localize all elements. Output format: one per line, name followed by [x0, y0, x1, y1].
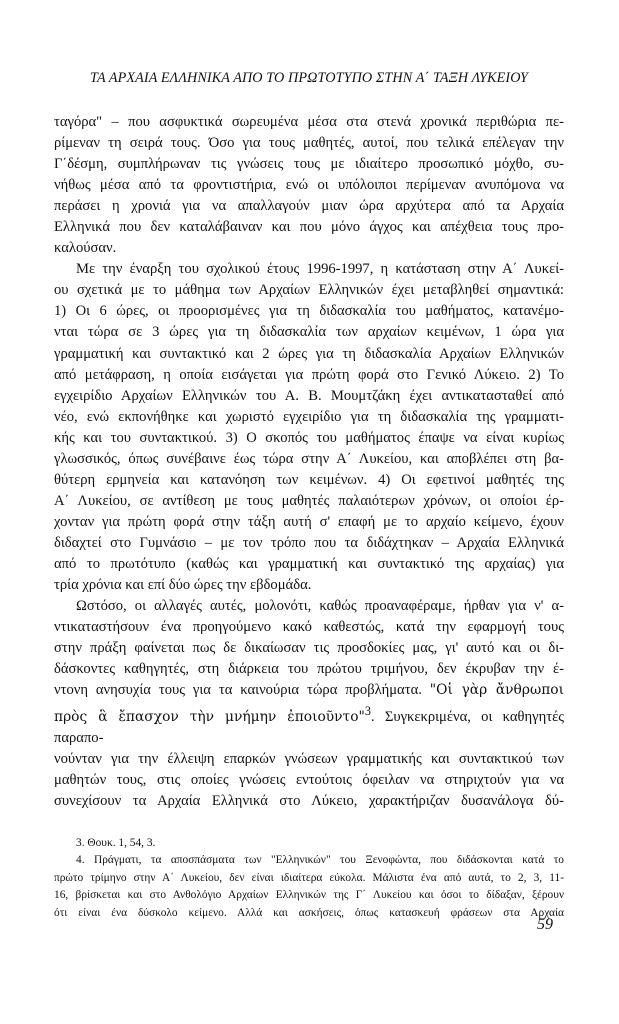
text-line: τρία χρόνια και επί δύο ώρες την εβδομάδα.: [54, 577, 312, 594]
text-line: [54, 701, 564, 749]
text-line: θύτερη ερμηνεία και κατανόηση των κειμένων. 4) Οι εφετινοί μαθητές της: [54, 471, 564, 488]
footnote-line: 16, βρίσκεται και στο Ανθολόγιο Αρχαίων Ελληνικών της Γ΄ Λυκείου και όσοι το δίδαξαν, ξέρουν: [54, 889, 564, 902]
text-line: [54, 680, 564, 701]
text-segment: ντονη ανησυχία τους για τα καινούρια τώρα προβλήματα.: [54, 682, 422, 699]
text-line: Γ΄δέσμη, συμπλήρωναν τις γνώσεις τους με ιδιαίτερο προσωπικό μόχθο, συ-: [54, 156, 564, 173]
text-line: 1) Οι 6 ώρες, οι προορισμένες για τη διδασκαλία του μαθήματος, κατανέμο-: [54, 303, 564, 320]
text-line: μαθητών τους, στις οποίες γνώσεις εντούτοις όφειλαν να στηριχτούν για να: [54, 772, 564, 789]
body-text: [54, 112, 564, 812]
footnote-line: ότι είναι ένα δύσκολο κείμενο. Αλλά και ασκήσεις, όπως κατασκευή φράσεων στα Αρχαία: [54, 906, 564, 919]
text-line: νται τώρα σε 3 ώρες για τη διδασκαλία των αρχαίων κειμένων, 1 ώρα για: [54, 324, 564, 341]
text-line: ου σχετικά με το μάθημα των Αρχαίων Ελληνικών έχει μεταβληθεί σημαντικά:: [54, 282, 564, 299]
text-line: ρίμεναν τη σειρά τους. Όσο για τους μαθητές, αυτοί, που τελικά επέλεγαν την: [54, 135, 564, 152]
text-segment: . Συγκεκριμένα, οι καθηγητές παραπο-: [54, 709, 564, 747]
text-line: στην πράξη φαίνεται πως δε δικαίωσαν τις προσδοκίες μας, γι' αυτό και οι δι-: [54, 640, 564, 657]
text-line: χονταν για πρώτη φορά στην τάξη αυτή σ' επαφή με το αρχαίο κείμενο, έχουν: [54, 513, 564, 530]
text-line: δάσκοντες καθηγητές, στη διάρκεια του πρώτου τριμήνου, δεν έκρυβαν την έ-: [54, 661, 564, 678]
footnote-line: 4. Πράγματι, τα αποσπάσματα των "Ελληνικών" του Ξενοφώντα, που διδάσκονται κατά το: [76, 854, 564, 867]
text-line: ντικαταστήσουν ένα προηγούμενο κακό καθεστώς, κατά την εφαρμογή τους: [54, 619, 564, 636]
ancient-greek-quote: "Οἱ γὰρ ἄνθρωποι: [429, 682, 564, 699]
text-line: γραμματική και συντακτικό και 2 ώρες για τη διδασκαλία Αρχαίων Ελληνικών: [54, 345, 564, 362]
text-line: νήθως μέσα από τα φροντιστήρια, ενώ οι υπόλοιποι περίμεναν ανυπόμονα να: [54, 177, 564, 194]
text-line: καλούσαν.: [54, 240, 117, 257]
text-line: Ωστόσο, οι αλλαγές αυτές, μολονότι, καθώς προαναφέραμε, ήρθαν για ν' α-: [76, 598, 564, 615]
text-line: κής και του συντακτικού. 3) Ο σκοπός του μαθήματος έπαψε να είναι κυρίως: [54, 429, 564, 446]
running-head: ΤΑ ΑΡΧΑΙΑ ΕΛΛΗΝΙΚΑ ΑΠΟ ΤΟ ΠΡΩΤΟΤΥΠΟ ΣΤΗΝ Α΄ ΤΑΞΗ ΛΥΚΕΙΟΥ: [90, 70, 528, 86]
text-line: Α΄ Λυκείου, σε αντίθεση με τους μαθητές παλαιότερων χρόνων, οι οποίοι έρ-: [54, 492, 564, 509]
text-line: Με την έναρξη του σχολικού έτους 1996-1997, η κατάσταση στην Α΄ Λυκεί-: [76, 261, 564, 278]
text-line: νούνταν για την έλλειψη επαρκών γνώσεων γραμματικής και συντακτικού των: [54, 751, 564, 768]
footnote-marker: 3: [364, 704, 371, 719]
page-number: 59: [537, 916, 553, 933]
text-line: από το πρωτότυπο (καθώς και γραμματική και συντακτικό της αρχαίας) για: [54, 555, 564, 572]
text-line: περάσει η χρονιά για να απαλλαγούν μιαν ώρα αρχύτερα από τα Αρχαία: [54, 198, 564, 215]
footnotes: [54, 835, 564, 922]
text-line: συνεχίσουν τα Αρχαία Ελληνικά στο Λύκειο, χαρακτήριζαν δυσανάλογα δύ-: [54, 793, 564, 810]
text-line: νέο, ενώ εκπονήθηκε και χωριστό εγχειρίδιο για τη διδασκαλία της γραμματι-: [54, 408, 564, 425]
text-line: γλωσσικός, όπως συνέβαινε έως τώρα στην Α΄ Λυκείου, και αποβλέπει στη βα-: [54, 450, 564, 467]
text-line: εγχειρίδιο Αρχαίων Ελληνικών του Α. Β. Μουμτζάκη έχει αντικατασταθεί από: [54, 387, 564, 404]
footnote-3: 3. Θουκ. 1, 54, 3.: [76, 837, 156, 849]
footnote-line: πρώτο τρίμηνο στην Α΄ Λυκείου, δεν είναι ιδιαίτερα εύκολα. Μάλιστα ένα από αυτά, το 2, 3, 11-: [54, 871, 564, 884]
text-line: ταγόρα" – που ασφυκτικά σωρευμένα μέσα στα στενά χρονικά περιθώρια πε-: [54, 114, 564, 130]
text-line: από μετάφραση, η οποία εισάγεται για πρώτη φορά στο Γενικό Λύκειο. 2) Το: [54, 366, 564, 383]
ancient-greek-quote: πρὸς ἃ ἔπασχον τὴν μνήμην ἐποιοῦντο": [54, 709, 365, 726]
text-line: διδαχτεί στο Γυμνάσιο – με τον τρόπο που τα διδάχτηκαν – Αρχαία Ελληνικά: [54, 534, 564, 551]
text-line: Ελληνικά που δεν καταλάβαιναν και που μόνο άγχος και απέχθεια τους προ-: [54, 219, 564, 236]
